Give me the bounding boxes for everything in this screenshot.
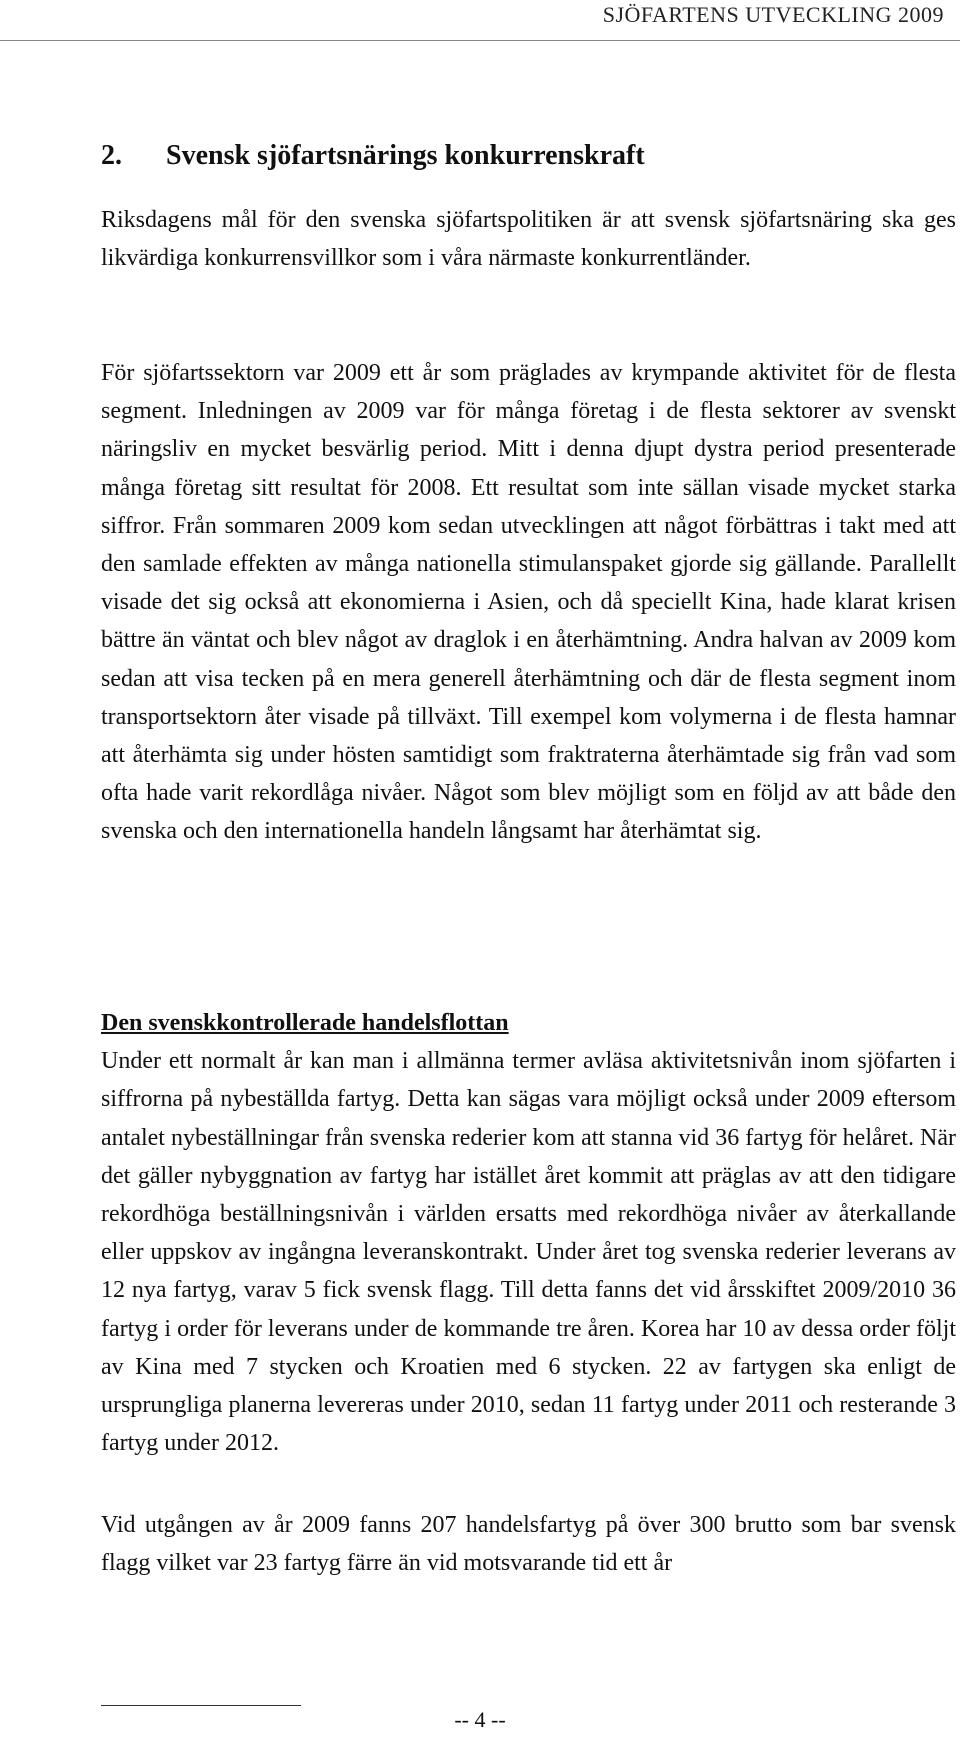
footer-rule — [101, 1705, 301, 1706]
header-rule — [0, 40, 960, 41]
market-overview-paragraph: För sjöfartssektorn var 2009 ett år som präglades av krympande aktivitet för de flesta segment. Inledningen av 2009 var för många företag i de flesta sektorer av svenskt näringsliv en mycket besvärlig period. Mitt i denna djupt dystra period presenterade många företag sitt resultat för 2008. Ett resultat som inte sällan visade mycket starka siffror. Från sommaren 2009 kom sedan utvecklingen att något förbättras i takt med att den samlade effekten av många nationella stimulanspaket gjorde sig gällande. Parallellt visade det sig också att ekonomierna i Asien, och då speciellt Kina, hade klarat krisen bättre än väntat och blev något av draglok i en återhämtning. Andra halvan av 2009 kom sedan att visa tecken på en mera generell återhämtning och där de flesta segment inom transportsektorn åter visade på tillväxt. Till exempel kom volymerna i de flesta hamnar att återhämta sig under hösten samtidigt som fraktraterna återhämtade sig från vad som ofta hade varit rekordlåga nivåer. Något som blev möjligt som en följd av att både den svenska och den internationella handeln långsamt har återhämtat sig. — [101, 360, 956, 845]
page-number: -- 4 -- — [454, 1707, 506, 1732]
chapter-heading — [101, 140, 645, 172]
running-header: SJÖFARTENS UTVECKLING 2009 — [602, 2, 944, 27]
section-subheading: Den svenskkontrollerade handelsflottan — [101, 1010, 509, 1036]
chapter-title: Svensk sjöfartsnärings konkurrenskraft — [166, 140, 645, 171]
fleet-size-paragraph: Vid utgången av år 2009 fanns 207 handelsfartyg på över 300 brutto som bar svensk flagg vilket var 23 fartyg färre än vid motsvarande tid ett år — [101, 1512, 956, 1577]
fleet-section — [101, 1004, 956, 1462]
newbuild-paragraph: Under ett normalt år kan man i allmänna termer avläsa aktivitetsnivån inom sjöfarten i siffrorna på nybeställda fartyg. Detta kan sägas vara möjligt också under 2009 eftersom antalet nybeställningar från svenska rederier kom att stanna vid 36 fartyg för helåret. När det gäller nybyggnation av fartyg har istället året kommit att präglas av att den tidigare rekordhöga beställningsnivån i världen ersatts med rekordhöga nivåer av återkallande eller uppskov av ingångna leveranskontrakt. Under året tog svenska rederier leverans av 12 nya fartyg, varav 5 fick svensk flagg. Till detta fanns det vid årsskiftet 2009/2010 36 fartyg i order för leverans under de kommande tre åren. Korea har 10 av dessa order följt av Kina med 7 stycken och Kroatien med 6 stycken. 22 av fartygen ska enligt de ursprungliga planerna levereras under 2010, sedan 11 fartyg under 2011 och resterande 3 fartyg under 2012. — [101, 1048, 956, 1457]
intro-paragraph: Riksdagens mål för den svenska sjöfartspolitiken är att svensk sjöfartsnäring ska ges likvärdiga konkurrensvillkor som i våra närmaste konkurrentländer. — [101, 207, 956, 272]
chapter-number: 2. — [101, 140, 122, 171]
